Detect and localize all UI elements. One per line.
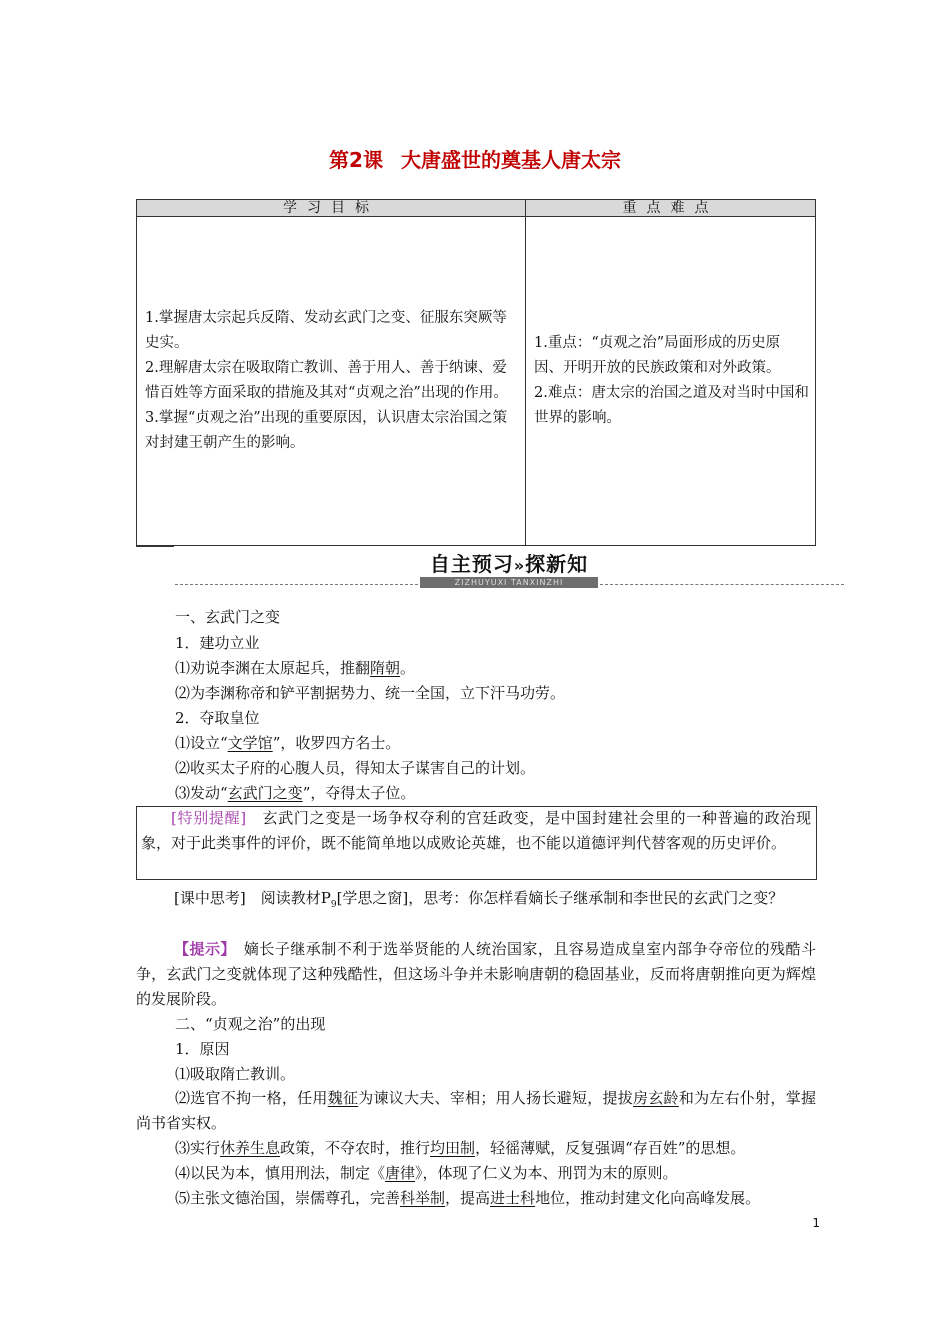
- divider-right: [600, 584, 844, 585]
- banner-title: 自主预习»探新知: [429, 552, 589, 576]
- class-thinking: [课中思考] 阅读教材$P_9$[学思之窗]，思考：你怎样看嫡长子继承制和李世民的玄武门之变？: [174, 889, 784, 910]
- lesson-title: [0, 144, 950, 173]
- lesson-number: 第2课: [329, 148, 383, 172]
- thinking-tag: [课中思考]: [174, 889, 246, 907]
- goal-item: 2.理解唐太宗在吸取隋亡教训、善于用人、善于纳谏、爱惜百姓等方面采取的措施及其对“贞观之治”出现的作用。: [145, 360, 508, 401]
- special-reminder-box: [136, 806, 817, 880]
- section-banner: [420, 552, 598, 590]
- list-item: ⑸主张文德治国，崇儒尊孔，完善科举制，提高进士科地位，推动封建文化向高峰发展。: [175, 1189, 761, 1207]
- list-item: ⑷以民为本，慎用刑法，制定《唐律》，体现了仁义为本、刑罚为末的原则。: [175, 1164, 678, 1182]
- lesson-name: 大唐盛世的奠基人唐太宗: [400, 148, 621, 172]
- list-item: ⑵为李渊称帝和铲平割据势力、统一全国，立下汗马功劳。: [175, 684, 566, 702]
- goal-item: 1.掌握唐太宗起兵反隋、发动玄武门之变、征服东突厥等史实。: [145, 310, 507, 351]
- table-underline: [136, 546, 174, 547]
- key-points-header: 重点难点: [526, 200, 816, 217]
- key-point-item: 1.重点：“贞观之治”局面形成的历史原因、开明开放的民族政策和对外政策。: [534, 335, 781, 376]
- list-item: ⑵选官不拘一格，任用魏征为谏议大夫、宰相；用人扬长避短，提拔房玄龄和为左右仆射，掌握尚书省实权。: [136, 1089, 816, 1132]
- subheading: 2．夺取皇位: [175, 709, 260, 727]
- banner-subtitle: ZIZHUYUXI TANXINZHI: [420, 577, 598, 588]
- section-heading-1: 一、玄武门之变: [175, 608, 281, 626]
- banner-arrow-icon: »: [513, 556, 526, 575]
- list-item: ⑵收买太子府的心腹人员，得知太子谋害自己的计划。: [175, 759, 536, 777]
- section-heading-2: 二、“贞观之治”的出现: [175, 1015, 326, 1033]
- page-number: 1: [812, 1216, 820, 1230]
- key-points-cell: [526, 217, 816, 546]
- key-point-item: 2.难点：唐太宗的治国之道及对当时中国和世界的影响。: [534, 385, 809, 426]
- hint-paragraph: 【提示】 嫡长子继承制不利于选举贤能的人统治国家，且容易造成皇室内部争夺帝位的残酷斗争，玄武门之变就体现了这种残酷性，但这场斗争并未影响唐朝的稳固基业，反而将唐朝推向更为辉煌的发展阶段。: [136, 940, 816, 1008]
- list-item: ⑴劝说李渊在太原起兵，推翻隋朝。: [175, 659, 416, 677]
- special-reminder-text: [特别提醒] 玄武门之变是一场争权夺利的宫廷政变，是中国封建社会里的一种普遍的政治现象，对于此类事件的评价，既不能简单地以成败论英雄，也不能以道德评判代替客观的历史评价。: [141, 809, 811, 852]
- goal-item: 3.掌握“贞观之治”出现的重要原因，认识唐太宗治国之策对封建王朝产生的影响。: [145, 410, 508, 451]
- subheading: 1．建功立业: [175, 634, 260, 652]
- reminder-tag: [特别提醒]: [171, 809, 247, 827]
- list-item: ⑴吸取隋亡教训。: [175, 1065, 296, 1083]
- hint-tag: 【提示】: [174, 940, 229, 958]
- divider-left: [175, 584, 418, 585]
- subheading: 1．原因: [175, 1040, 230, 1058]
- list-item: ⑶实行休养生息政策，不夺农时，推行均田制，轻徭薄赋，反复强调“存百姓”的思想。: [175, 1139, 746, 1157]
- goals-table: [136, 199, 816, 546]
- list-item: ⑶发动“玄武门之变”，夺得太子位。: [175, 784, 416, 802]
- goals-cell: [137, 217, 526, 546]
- list-item: ⑴设立“文学馆”，收罗四方名士。: [175, 734, 401, 752]
- goals-header: 学习目标: [137, 200, 526, 217]
